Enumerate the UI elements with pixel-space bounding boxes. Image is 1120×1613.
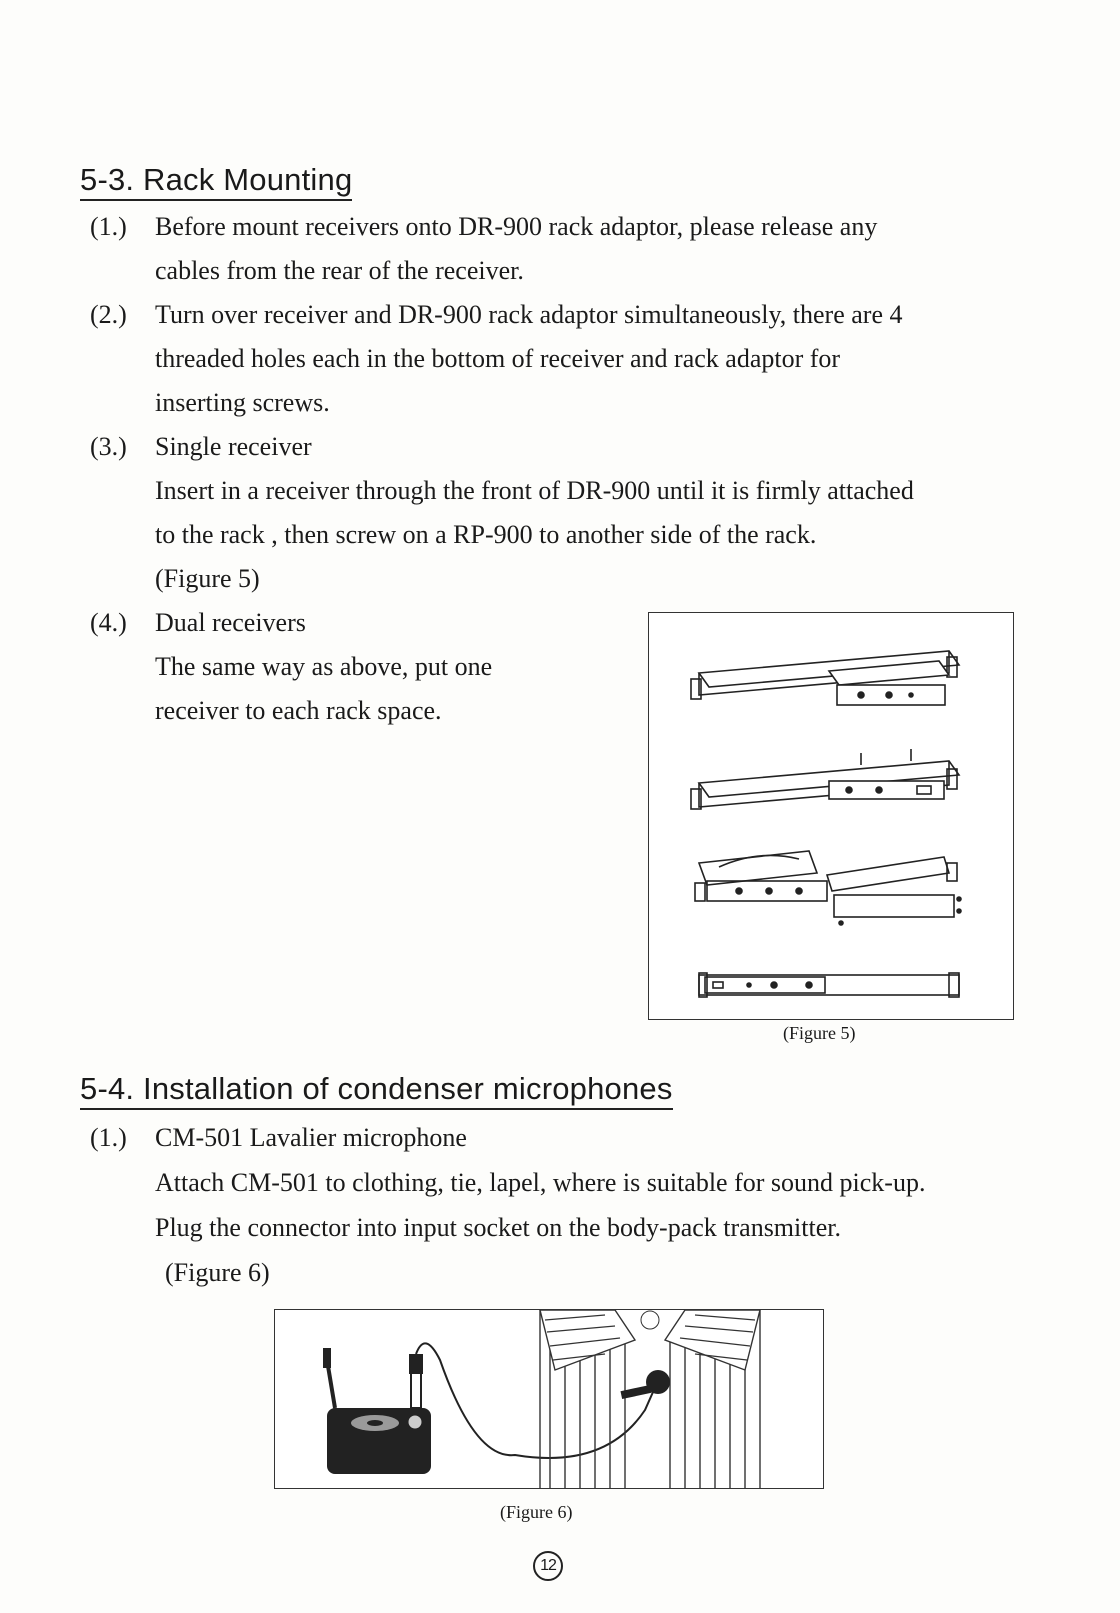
- item-text: Insert in a receiver through the front of DR-900 until it is firmly attached: [155, 476, 914, 505]
- item-text: to the rack , then screw on a RP-900 to another side of the rack.: [155, 520, 817, 549]
- figure-6-lavalier-illustration: [274, 1309, 824, 1489]
- item-text: Attach CM-501 to clothing, tie, lapel, where is suitable for sound pick-up.: [155, 1168, 926, 1197]
- rack-mount-drawing: [649, 613, 1013, 1019]
- figure-5-caption: (Figure 5): [783, 1023, 856, 1043]
- item-text: inserting screws.: [155, 388, 330, 417]
- item-text: CM-501 Lavalier microphone: [155, 1123, 467, 1152]
- lavalier-drawing: [275, 1310, 823, 1488]
- section-5-3-heading: 5-3. Rack Mounting: [80, 162, 352, 201]
- item-text: Plug the connector into input socket on the body-pack transmitter.: [155, 1213, 841, 1242]
- item-text: Before mount receivers onto DR-900 rack adaptor, please release any: [155, 212, 878, 241]
- figure-5-rack-illustration: [648, 612, 1014, 1020]
- item-number: (4.): [90, 608, 127, 637]
- item-text: The same way as above, put one: [155, 652, 493, 681]
- item-text: receiver to each rack space.: [155, 696, 442, 725]
- item-text: Turn over receiver and DR-900 rack adaptor simultaneously, there are 4: [155, 300, 903, 329]
- item-text: Single receiver: [155, 432, 312, 461]
- item-text: (Figure 5): [155, 564, 260, 593]
- item-number: (1.): [90, 1123, 127, 1152]
- item-text: (Figure 6): [165, 1258, 270, 1287]
- item-number: (1.): [90, 212, 127, 241]
- item-number: (3.): [90, 432, 127, 461]
- item-text: Dual receivers: [155, 608, 306, 637]
- item-text: cables from the rear of the receiver.: [155, 256, 524, 285]
- item-text: threaded holes each in the bottom of receiver and rack adaptor for: [155, 344, 841, 373]
- section-5-4-heading: 5-4. Installation of condenser microphones: [80, 1071, 673, 1110]
- item-number: (2.): [90, 300, 127, 329]
- figure-6-caption: (Figure 6): [500, 1502, 573, 1522]
- page-number-badge: 12: [533, 1551, 563, 1581]
